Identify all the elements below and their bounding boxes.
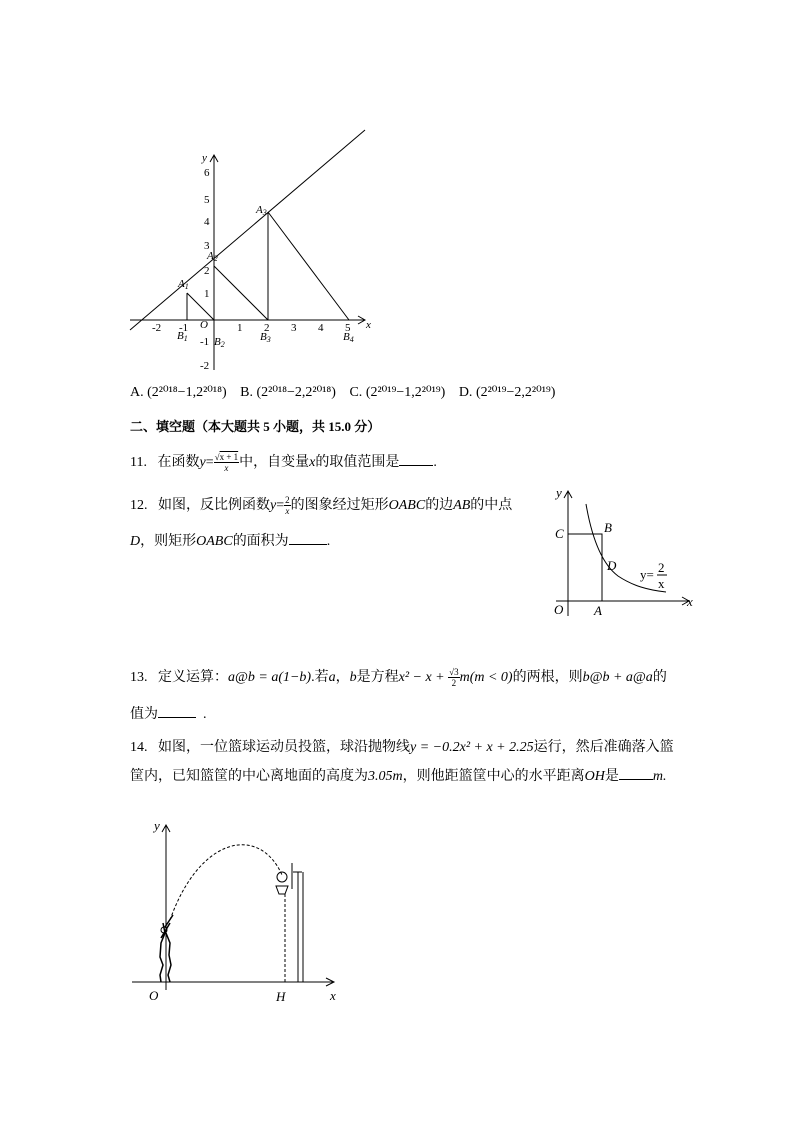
svg-text:x: x: [658, 576, 665, 591]
svg-text:y: y: [154, 818, 160, 833]
svg-text:B2: B2: [214, 336, 225, 349]
svg-text:B4: B4: [343, 331, 354, 344]
svg-text:1: 1: [237, 322, 243, 334]
svg-text:H: H: [276, 989, 286, 1004]
answer-blank[interactable]: [399, 453, 433, 466]
figure-basketball: [130, 815, 345, 1007]
choice-c[interactable]: C. (2²⁰¹⁹−1,2²⁰¹⁹): [349, 385, 446, 400]
y-axis-label: y: [202, 152, 207, 164]
question-11: 11. 在函数y= $\frac{√x + 1}{x}$ 中，自变量x的取值范围是 .: [130, 452, 437, 474]
svg-text:A2: A2: [207, 250, 218, 263]
svg-text:4: 4: [318, 322, 324, 334]
answer-blank[interactable]: [619, 767, 653, 780]
choice-d[interactable]: D. (2²⁰¹⁹−2,2²⁰¹⁹): [458, 385, 556, 400]
q10-choices: [130, 384, 565, 401]
svg-text:3: 3: [291, 322, 297, 334]
svg-text:O: O: [554, 602, 564, 617]
svg-text:-2: -2: [152, 322, 162, 334]
section-title: 二、填空题（本大题共 5 小题，共 15.0 分）: [130, 419, 381, 434]
svg-text:C: C: [555, 526, 564, 541]
figure-hyperbola-rectangle: [548, 484, 698, 619]
svg-text:4: 4: [204, 216, 210, 228]
question-14-line1: 14. 如图，一位篮球运动员投篮，球沿抛物线y = −0.2x² + x + 2.25运行，然后准确落入篮: [130, 740, 674, 755]
svg-text:D: D: [607, 558, 617, 573]
svg-text:-2: -2: [200, 360, 210, 372]
choice-b[interactable]: B. (2²⁰¹⁸−2,2²⁰¹⁸): [240, 385, 336, 400]
answer-blank[interactable]: [158, 705, 196, 718]
svg-text:5: 5: [345, 322, 351, 334]
svg-text:6: 6: [204, 167, 210, 179]
question-13-line1: 13. 定义运算：a@b = a(1−b).若a，b是方程x² − x + $\frac{√3}{2}$ m(m < 0)的两根，则b@b + a@a的: [130, 667, 667, 689]
svg-text:B1: B1: [177, 330, 188, 343]
figure-sequence-triangles: [125, 125, 385, 375]
choice-a[interactable]: A. (2²⁰¹⁸−1,2²⁰¹⁸): [130, 385, 227, 400]
question-12-line1: 12. 如图，反比例函数y= $\frac{2}{x}$ 的图象经过矩形OABC的边AB的中点: [130, 495, 513, 517]
answer-blank[interactable]: [289, 532, 327, 545]
svg-text:y: y: [556, 485, 562, 500]
svg-text:1: 1: [204, 288, 210, 300]
svg-text:2: 2: [264, 322, 270, 334]
x-axis-label: x: [366, 319, 371, 331]
svg-text:2: 2: [204, 265, 210, 277]
svg-text:-1: -1: [179, 322, 189, 334]
svg-text:y=: y=: [640, 567, 654, 582]
svg-text:2: 2: [658, 560, 665, 575]
question-12-line2: D，则矩形OABC的面积为 .: [130, 534, 331, 549]
svg-text:B3: B3: [260, 331, 271, 344]
svg-text:A3: A3: [256, 204, 267, 217]
svg-text:A1: A1: [178, 278, 189, 291]
svg-text:x: x: [330, 988, 336, 1003]
svg-text:B: B: [604, 520, 612, 535]
svg-text:5: 5: [204, 194, 210, 206]
question-14-line2: 筐内，已知篮筐的中心离地面的高度为3.05m，则他距篮筐中心的水平距离OH是 m.: [130, 769, 667, 784]
svg-text:x: x: [687, 594, 693, 609]
origin-label: O: [200, 319, 208, 331]
svg-text:-1: -1: [200, 336, 210, 348]
svg-text:A: A: [594, 603, 602, 618]
question-13-line2: 值为 .: [130, 707, 207, 722]
svg-text:O: O: [149, 988, 159, 1003]
svg-text:3: 3: [204, 240, 210, 252]
